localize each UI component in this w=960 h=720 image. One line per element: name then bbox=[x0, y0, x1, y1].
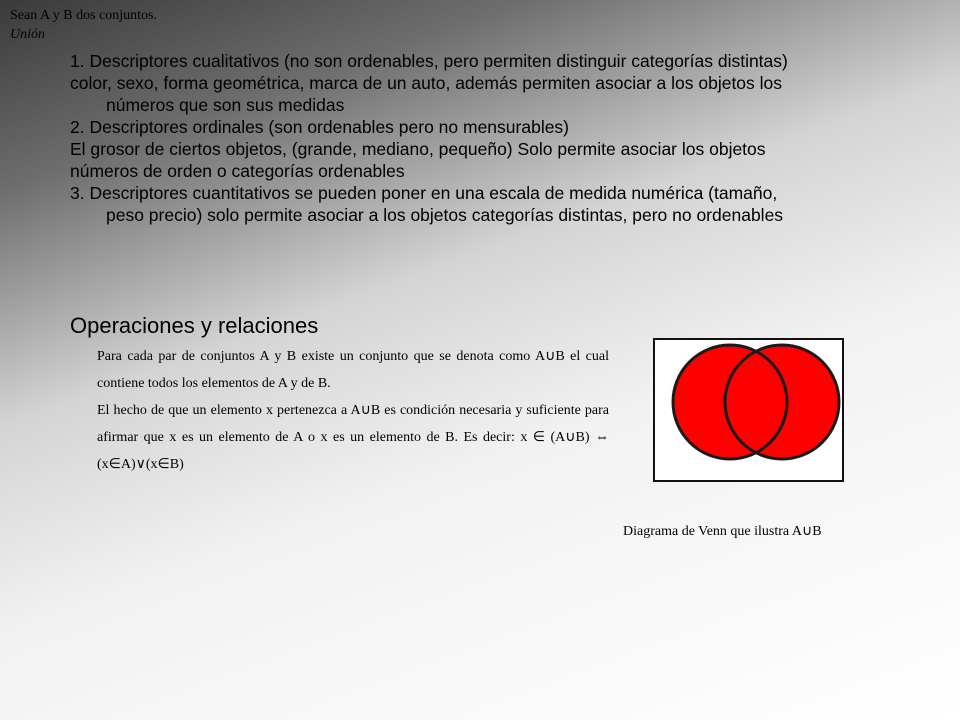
union-definition bbox=[97, 343, 609, 478]
venn-diagram-box bbox=[653, 338, 844, 482]
slide-header bbox=[10, 6, 157, 44]
descriptor-2-line-2: El grosor de ciertos objetos, (grande, mediano, pequeño) Solo permite asociar los objetos bbox=[70, 139, 766, 159]
descriptor-1-line-3: números que son sus medidas bbox=[106, 95, 345, 115]
header-title: Sean A y B dos conjuntos. bbox=[10, 8, 158, 23]
descriptor-2-line-3: números de orden o categorías ordenables bbox=[70, 161, 405, 181]
union-definition-p2: El hecho de que un elemento x pertenezca a A∪B es condición necesaria y suficiente para afirmar que x es un elemento de A o x es un elemento de B. Es decir: x ∈ (A∪B) ⇔ (x∈A)∨(x∈B) bbox=[97, 403, 609, 472]
descriptor-1-line-1: 1. Descriptores cualitativos (no son ordenables, pero permiten distinguir categorías distintas) bbox=[70, 51, 788, 71]
venn-caption: Diagrama de Venn que ilustra A∪B bbox=[623, 524, 822, 539]
descriptor-2-line-1: 2. Descriptores ordinales (son ordenables pero no mensurables) bbox=[70, 117, 570, 137]
descriptor-list bbox=[70, 50, 930, 226]
header-subtitle: Unión bbox=[10, 27, 45, 42]
union-definition-p1: Para cada par de conjuntos A y B existe un conjunto que se denota como A∪B el cual contiene todos los elementos de A y de B. bbox=[97, 349, 609, 391]
descriptor-1-line-2: color, sexo, forma geométrica, marca de un auto, además permiten asociar a los objetos los bbox=[70, 73, 783, 93]
descriptor-3-line-1: 3. Descriptores cuantitativos se pueden poner en una escala de medida numérica (tamaño, bbox=[70, 183, 778, 203]
section-title: Operaciones y relaciones bbox=[70, 313, 319, 338]
descriptor-3-line-2: peso precio) solo permite asociar a los objetos categorías distintas, pero no ordenables bbox=[106, 205, 784, 225]
venn-diagram bbox=[655, 340, 842, 480]
